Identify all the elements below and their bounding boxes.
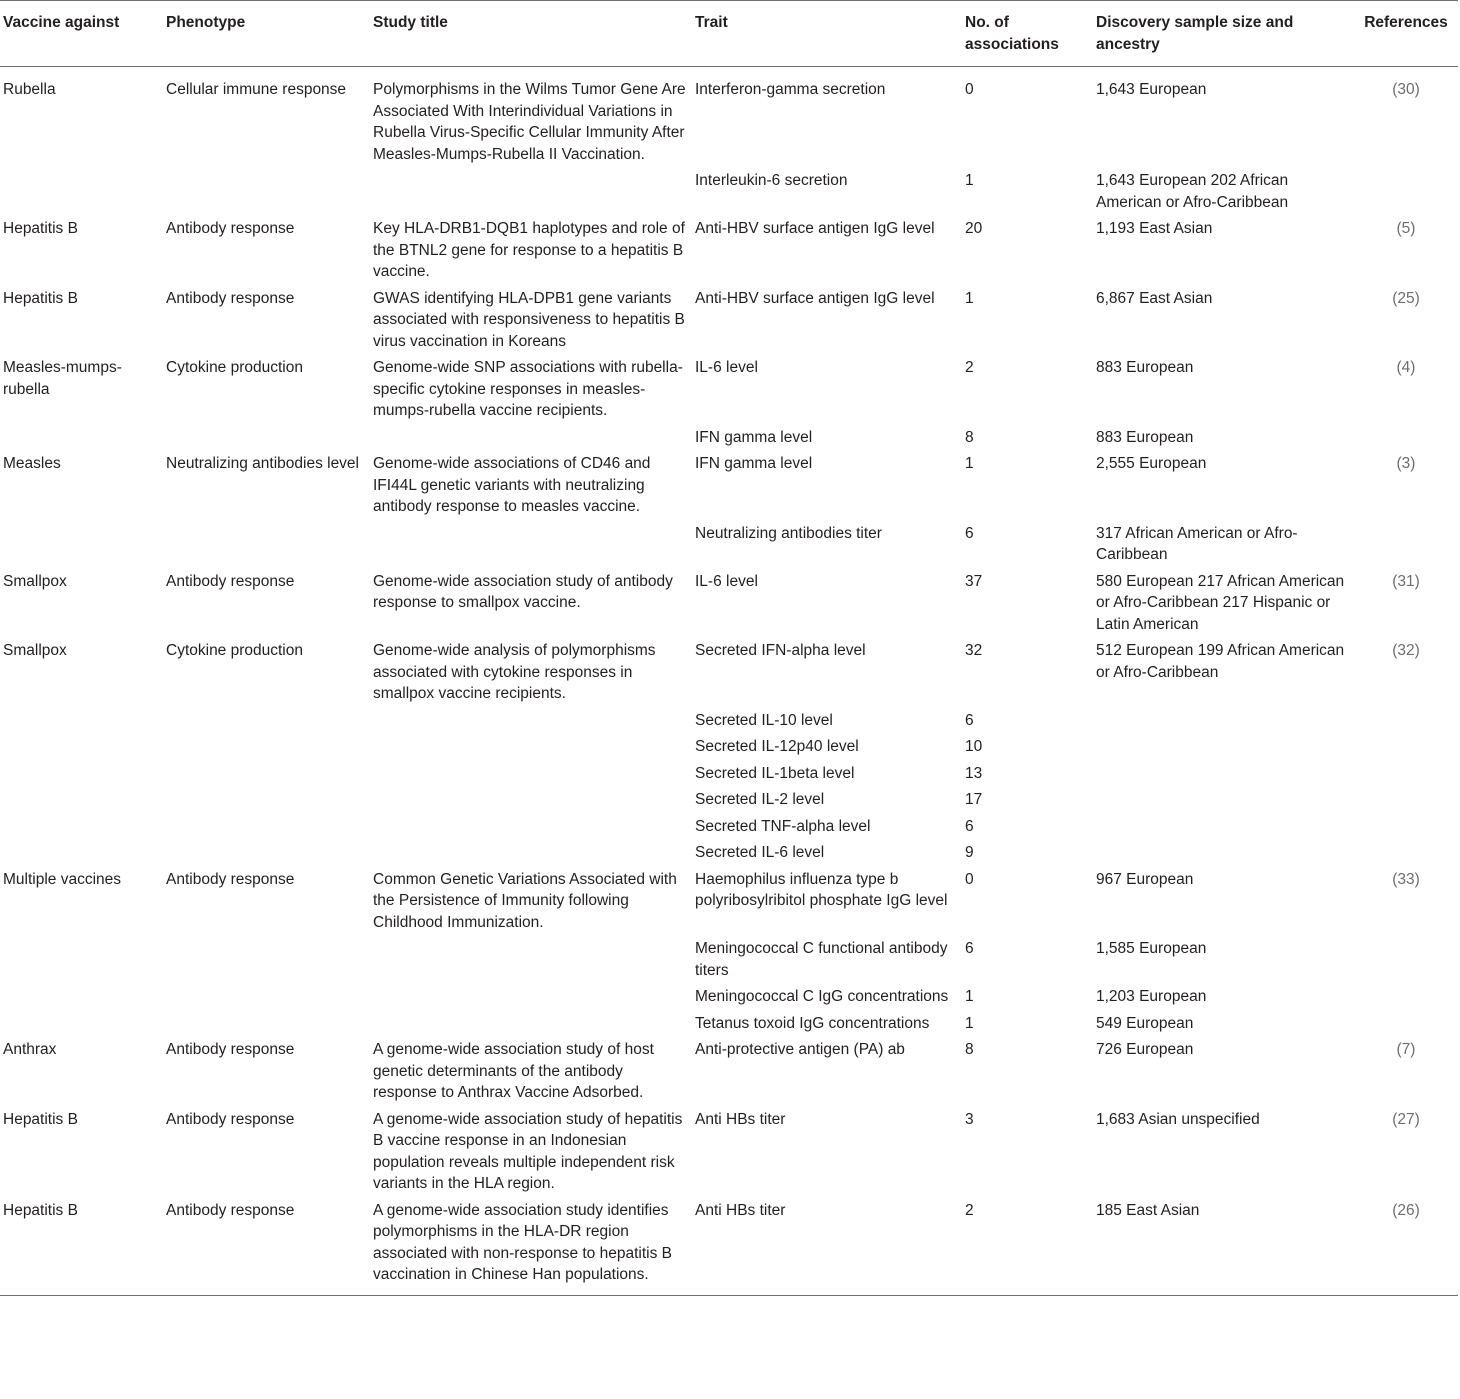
cell-phenotype — [163, 983, 370, 1010]
cell-vaccine — [0, 813, 163, 840]
cell-vaccine — [0, 839, 163, 866]
cell-associations: 1 — [965, 988, 974, 1005]
cell-vaccine: Measles-mumps-rubella — [3, 359, 122, 398]
cell-sample: 2,555 European — [1096, 455, 1207, 472]
cell-vaccine: Hepatitis B — [3, 1110, 78, 1128]
cell-study-title: GWAS identifying HLA-DPB1 gene variants associated with responsiveness to hepatitis B virus vaccination in Koreans — [373, 289, 685, 350]
cell-trait: Anti HBs titer — [695, 1201, 786, 1219]
cell-sample: 726 European — [1096, 1041, 1194, 1058]
cell-reference[interactable]: (30) — [1392, 81, 1420, 98]
cell-reference[interactable]: (33) — [1392, 870, 1420, 888]
table-row — [0, 866, 1458, 936]
cell-sample: 185 East Asian — [1096, 1201, 1200, 1219]
cell-study-title — [370, 167, 692, 215]
cell-trait: Secreted IL-1beta level — [695, 764, 855, 782]
cell-trait: Secreted TNF-alpha level — [695, 817, 871, 835]
cell-associations: 32 — [965, 642, 983, 659]
cell-sample — [1093, 760, 1355, 787]
cell-associations: 2 — [965, 359, 974, 376]
cell-study-title — [370, 760, 692, 787]
cell-phenotype: Antibody response — [166, 1110, 295, 1128]
cell-trait: Secreted IL-2 level — [695, 791, 825, 808]
cell-vaccine: Measles — [3, 455, 61, 472]
cell-reference[interactable]: (5) — [1396, 220, 1416, 237]
cell-reference — [1355, 786, 1458, 813]
cell-reference[interactable]: (4) — [1396, 359, 1416, 376]
cell-sample: 1,585 European — [1096, 940, 1207, 957]
cell-study-title — [370, 935, 692, 983]
cell-associations: 8 — [965, 1041, 974, 1058]
table-row — [0, 786, 1458, 813]
cell-reference — [1355, 935, 1458, 983]
cell-trait: Interferon-gamma secretion — [695, 81, 886, 98]
cell-associations: 6 — [965, 524, 974, 542]
cell-associations: 3 — [965, 1110, 974, 1128]
cell-reference — [1355, 813, 1458, 840]
cell-trait: Secreted IL-10 level — [695, 711, 833, 729]
cell-study-title: Genome-wide associations of CD46 and IFI44L genetic variants with neutralizing antibody response to measles vaccine. — [373, 455, 651, 515]
cell-phenotype: Antibody response — [166, 1041, 295, 1058]
cell-phenotype — [163, 167, 370, 215]
table-row — [0, 167, 1458, 215]
cell-study-title — [370, 733, 692, 760]
header-row — [0, 1, 1458, 67]
cell-vaccine: Rubella — [3, 81, 56, 98]
cell-associations: 1 — [965, 455, 974, 472]
cell-trait: Meningococcal C IgG concentrations — [695, 988, 949, 1005]
cell-trait: Anti-protective antigen (PA) ab — [695, 1041, 905, 1058]
table-row — [0, 733, 1458, 760]
cell-trait: Haemophilus influenza type b polyribosylribitol phosphate IgG level — [695, 870, 948, 909]
header-associations: No. of associations — [965, 14, 1059, 53]
cell-associations: 17 — [965, 791, 983, 808]
cell-sample: 1,643 European — [1096, 81, 1207, 98]
cell-phenotype: Cytokine production — [166, 359, 303, 376]
header-phenotype: Phenotype — [166, 14, 246, 31]
cell-associations: 9 — [965, 844, 974, 861]
cell-phenotype — [163, 813, 370, 840]
cell-reference — [1355, 760, 1458, 787]
cell-associations: 0 — [965, 870, 974, 888]
cell-reference[interactable]: (7) — [1396, 1041, 1416, 1058]
cell-phenotype: Neutralizing antibodies level — [166, 455, 360, 472]
cell-vaccine — [0, 707, 163, 734]
cell-trait: IL-6 level — [695, 572, 758, 590]
cell-phenotype: Antibody response — [166, 870, 295, 888]
header-trait: Trait — [695, 14, 728, 31]
table-row — [0, 1010, 1458, 1037]
cell-sample: 883 European — [1096, 359, 1194, 376]
cell-phenotype — [163, 520, 370, 568]
cell-trait: Tetanus toxoid IgG concentrations — [695, 1014, 930, 1032]
cell-trait: Anti-HBV surface antigen IgG level — [695, 220, 935, 237]
cell-reference[interactable]: (26) — [1392, 1201, 1420, 1219]
cell-study-title: Genome-wide SNP associations with rubella-specific cytokine responses in measles-mumps-rubella vaccine recipients. — [373, 359, 683, 419]
table-row — [0, 637, 1458, 707]
cell-trait: Neutralizing antibodies titer — [695, 524, 882, 542]
cell-vaccine: Anthrax — [3, 1041, 57, 1058]
cell-reference — [1355, 733, 1458, 760]
cell-sample: 1,643 European 202 African American or Afro-Caribbean — [1096, 172, 1289, 211]
cell-trait: Secreted IL-6 level — [695, 844, 825, 861]
cell-study-title: Key HLA-DRB1-DQB1 haplotypes and role of the BTNL2 gene for response to a hepatitis B vaccine. — [373, 220, 685, 280]
table-row — [0, 1106, 1458, 1197]
cell-associations: 10 — [965, 738, 983, 755]
table-row — [0, 1197, 1458, 1296]
cell-associations: 1 — [965, 289, 974, 307]
cell-trait: Secreted IL-12p40 level — [695, 738, 859, 755]
cell-associations: 37 — [965, 572, 983, 590]
header-vaccine: Vaccine against — [3, 14, 120, 31]
cell-associations: 6 — [965, 711, 974, 729]
cell-phenotype — [163, 1010, 370, 1037]
table-row — [0, 707, 1458, 734]
header-references: References — [1364, 14, 1448, 31]
cell-vaccine — [0, 760, 163, 787]
cell-study-title — [370, 707, 692, 734]
cell-trait: Meningococcal C functional antibody titers — [695, 940, 948, 979]
cell-reference[interactable]: (3) — [1396, 455, 1416, 472]
cell-vaccine — [0, 733, 163, 760]
cell-associations: 20 — [965, 220, 983, 237]
cell-study-title — [370, 813, 692, 840]
cell-study-title — [370, 1010, 692, 1037]
cell-vaccine — [0, 424, 163, 451]
cell-sample: 967 European — [1096, 870, 1194, 888]
cell-trait: IFN gamma level — [695, 455, 813, 472]
cell-study-title: Common Genetic Variations Associated with the Persistence of Immunity following Childhood Immunization. — [373, 870, 677, 931]
table-row — [0, 67, 1458, 168]
cell-phenotype: Cytokine production — [166, 642, 303, 659]
cell-associations: 1 — [965, 172, 974, 189]
cell-sample: 549 European — [1096, 1014, 1194, 1032]
cell-associations: 13 — [965, 764, 983, 782]
cell-vaccine — [0, 935, 163, 983]
cell-reference — [1355, 983, 1458, 1010]
cell-trait: Anti HBs titer — [695, 1110, 786, 1128]
cell-study-title — [370, 424, 692, 451]
table-row — [0, 839, 1458, 866]
cell-phenotype — [163, 424, 370, 451]
table-row — [0, 520, 1458, 568]
cell-associations: 2 — [965, 1201, 974, 1219]
cell-phenotype: Antibody response — [166, 572, 295, 590]
cell-study-title — [370, 786, 692, 813]
cell-reference — [1355, 707, 1458, 734]
cell-associations: 8 — [965, 428, 974, 446]
cell-sample: 6,867 East Asian — [1096, 289, 1213, 307]
table-row — [0, 1036, 1458, 1106]
cell-sample — [1093, 786, 1355, 813]
cell-vaccine — [0, 1010, 163, 1037]
cell-vaccine — [0, 983, 163, 1010]
cell-vaccine — [0, 786, 163, 813]
cell-study-title: Genome-wide association study of antibody response to smallpox vaccine. — [373, 572, 673, 611]
cell-trait: Interleukin-6 secretion — [695, 172, 848, 189]
cell-phenotype — [163, 935, 370, 983]
cell-associations: 6 — [965, 940, 974, 957]
table-row — [0, 568, 1458, 638]
cell-study-title — [370, 520, 692, 568]
cell-associations: 0 — [965, 81, 974, 98]
cell-vaccine: Hepatitis B — [3, 1201, 78, 1219]
cell-vaccine: Smallpox — [3, 572, 67, 590]
cell-vaccine — [0, 167, 163, 215]
cell-phenotype — [163, 733, 370, 760]
cell-sample: 512 European 199 African American or Afro-Caribbean — [1096, 642, 1345, 681]
cell-vaccine: Multiple vaccines — [3, 870, 122, 888]
header-sample: Discovery sample size and ancestry — [1096, 14, 1294, 53]
cell-vaccine: Hepatitis B — [3, 220, 78, 237]
header-study-title: Study title — [373, 14, 448, 31]
cell-sample: 1,683 Asian unspecified — [1096, 1110, 1260, 1128]
cell-associations: 1 — [965, 1014, 974, 1032]
cell-phenotype: Antibody response — [166, 289, 295, 307]
cell-trait: Anti-HBV surface antigen IgG level — [695, 289, 935, 307]
cell-reference — [1355, 167, 1458, 215]
table-row — [0, 983, 1458, 1010]
cell-sample — [1093, 707, 1355, 734]
cell-phenotype — [163, 839, 370, 866]
table-row — [0, 285, 1458, 355]
cell-vaccine — [0, 520, 163, 568]
table-row — [0, 813, 1458, 840]
cell-study-title: A genome-wide association study of host genetic determinants of the antibody response to Anthrax Vaccine Adsorbed. — [373, 1041, 654, 1101]
table-row — [0, 450, 1458, 520]
cell-study-title: A genome-wide association study identifies polymorphisms in the HLA-DR region associated with non-response to hepatitis B vaccination in Chinese Han populations. — [373, 1201, 672, 1283]
cell-reference — [1355, 520, 1458, 568]
cell-associations: 6 — [965, 817, 974, 835]
cell-sample — [1093, 839, 1355, 866]
cell-reference[interactable]: (31) — [1392, 572, 1420, 590]
cell-sample: 1,203 European — [1096, 988, 1207, 1005]
cell-study-title: A genome-wide association study of hepatitis B vaccine response in an Indonesian population reveals multiple independent risk variants in the HLA region. — [373, 1110, 683, 1192]
cell-phenotype — [163, 786, 370, 813]
cell-reference[interactable]: (27) — [1392, 1110, 1420, 1128]
cell-study-title: Genome-wide analysis of polymorphisms associated with cytokine responses in smallpox vaccine recipients. — [373, 642, 656, 702]
cell-study-title — [370, 983, 692, 1010]
cell-phenotype: Cellular immune response — [166, 81, 347, 98]
cell-sample — [1093, 813, 1355, 840]
cell-phenotype — [163, 760, 370, 787]
cell-reference — [1355, 424, 1458, 451]
cell-trait: IFN gamma level — [695, 428, 813, 446]
cell-reference[interactable]: (25) — [1392, 289, 1420, 307]
table-row — [0, 354, 1458, 424]
cell-vaccine: Smallpox — [3, 642, 67, 659]
cell-vaccine: Hepatitis B — [3, 289, 78, 307]
table-row — [0, 215, 1458, 285]
cell-phenotype — [163, 707, 370, 734]
cell-phenotype: Antibody response — [166, 1201, 295, 1219]
table-body — [0, 67, 1458, 1296]
table-row — [0, 424, 1458, 451]
table-row — [0, 760, 1458, 787]
table-row — [0, 935, 1458, 983]
cell-trait: Secreted IFN-alpha level — [695, 642, 866, 659]
cell-study-title — [370, 839, 692, 866]
cell-reference — [1355, 839, 1458, 866]
cell-reference — [1355, 1010, 1458, 1037]
cell-sample: 883 European — [1096, 428, 1194, 446]
cell-sample: 317 African American or Afro-Caribbean — [1096, 524, 1298, 563]
cell-trait: IL-6 level — [695, 359, 758, 376]
cell-reference[interactable]: (32) — [1392, 642, 1420, 659]
cell-sample: 1,193 East Asian — [1096, 220, 1213, 237]
cell-sample — [1093, 733, 1355, 760]
cell-phenotype: Antibody response — [166, 220, 295, 237]
cell-sample: 580 European 217 African American or Afro-Caribbean 217 Hispanic or Latin American — [1096, 572, 1345, 633]
cell-study-title: Polymorphisms in the Wilms Tumor Gene Are Associated With Interindividual Variations in Rubella Virus-Specific Cellular Immunity After Measles-Mumps-Rubella II Vaccination. — [373, 81, 686, 163]
